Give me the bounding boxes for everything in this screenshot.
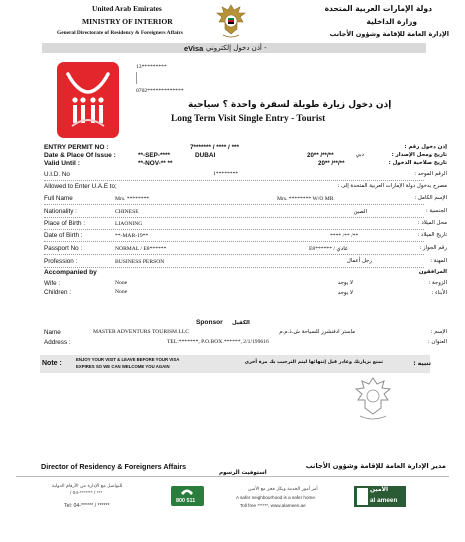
profession-label: Profession : [44,258,78,265]
place-issue-value: DUBAI [195,152,216,159]
birth-date-ar-value: **** /** /** [330,233,359,239]
sponsor-name-value: MASTER ADVENTURS TOURISM LLC [93,329,189,335]
profession-ar-label: المهنة : [430,258,447,264]
entry-permit-label: ENTRY PERMIT NO : [44,144,109,151]
sponsor-address-label: Address : [44,339,71,346]
uid-ar-label: الرقم الموحد : [414,171,447,177]
birth-place-value: LIAONING [115,221,143,227]
full-name-ar-value: Mrs. ******** W/O MR [277,196,334,202]
divider [44,180,424,181]
footer-slogan-ar: أمر أمور الخدمة وبكل فخر مع الأمين [248,487,318,492]
sponsor-name-label: Name [44,329,61,336]
header-directorate-ar: الإدارة العامة للإقامة وشؤون الأجانب [329,30,449,38]
sponsor-address-ar-label: العنوان : [427,339,447,345]
full-name-label: Full Name [44,195,73,202]
profession-ar-value: رجل أعمال [346,258,372,264]
visa-title-arabic: إذن دخول زيارة طويلة لسفرة واحدة ؟ سياحية [188,100,392,110]
evisa-banner-label: eVisa [184,44,204,53]
header-directorate: General Directorate of Residency & Foreigners Affairs [57,30,183,36]
wife-label: Wife : [44,280,61,287]
wife-ar-label: الزوجة : [428,280,447,286]
note-label: Note : [42,360,62,367]
birth-place-ar-label: محل الميلاد : [417,220,447,226]
place-issue-ar-value: دبي [355,152,364,158]
children-value: None [115,289,128,295]
full-name-ar-label: الإسم الكامل : [414,195,447,201]
note-line-1: ENJOY YOUR VISIT & LEAVE BEFORE YOUR VISA [76,357,180,362]
visa-logo-icon [62,70,114,132]
valid-until-value: **-NOV-** ** [138,160,173,167]
alameen-brand-en: al ameen [370,497,398,504]
entry-permit-ar-label: إذن دخول رقم : [404,144,447,150]
valid-until-ar-value: 20** /**/** [318,160,345,167]
children-ar-label: الأبناء : [431,290,447,296]
footer-contact-ar: للتواصل مع الإدارة من الأرقام الدولية [52,484,123,489]
note-arabic: تمتع بزيارتك وغادر قبل إنتهائها ليتم الترحيب بك مرة أخرى [244,360,383,365]
wife-value: None [115,280,128,286]
accompanied-ar-label: المرافقون [418,269,447,275]
sponsor-name-ar-value: ماستر ادفنشرز للسياحة ش.ذ.م.م [279,329,355,335]
valid-until-label: Valid Until : [44,160,80,167]
birth-date-label: Date of Birth : [44,232,83,239]
nationality-ar-label: الجنسية : [425,208,447,214]
footer-phone: / 04-******* / *** [70,491,103,496]
entry-permit-value: 7******* / **** / *** [190,144,240,151]
date-issue-ar-label: تاريخ ومحل الإصدار : [391,152,447,158]
hotline-number: 800 511 [176,498,196,504]
signature-director-ar: مدير الإدارة العامة للإقامة وشؤون الأجانب [305,462,446,470]
profession-value: BUSINESS PERSON [115,259,165,265]
date-issue-value: **-SEP-**** [138,152,170,159]
header-country: United Arab Emirates [92,4,162,13]
passport-ar-label: رقم الجواز : [419,245,447,251]
children-ar-value: لا يوجد [337,290,353,296]
divider [44,241,424,242]
alameen-brand-ar: الأمين [370,486,389,493]
note-ar-label: تنبيه : [413,360,431,367]
divider [136,72,138,84]
sponsor-name-ar-label: الإسم : [430,329,447,335]
divider [44,204,424,205]
allowed-label: Allowed to Enter U.A.E to; [44,183,117,190]
alameen-logo-mark [357,488,368,505]
birth-date-ar-label: تاريخ الميلاد : [417,232,447,238]
footer-tel: Tel: 04-****** / ****** [64,503,110,509]
official-seal-icon [348,374,398,422]
uid-label: U.I.D. No [44,171,70,178]
children-label: Children : [44,289,71,296]
birth-date-value: **-MAR-19** [115,233,149,239]
divider [44,229,424,230]
birth-place-label: Place of Birth : [44,220,85,227]
divider [44,254,424,255]
sponsor-label: Sponsor [196,319,223,326]
passport-label: Passport No : [44,245,83,252]
signature-director: Director of Residency & Foreigners Affairs [41,462,187,471]
sponsor-ar-label: الكفيل [232,320,250,326]
footer-slogan-en: A safer neighbourhood is a safer home. [236,495,317,500]
full-name-value: Mrs. ******** [115,196,150,202]
document-number-bottom: 0702************* [136,88,184,94]
accompanied-label: Accompanied by [44,269,97,276]
wife-ar-value: لا يوجد [337,280,353,286]
note-line-2: EXPIRES SO WE CAN WELCOME YOU AGAIN [76,364,170,369]
passport-value: NORMAL / E8****** [115,246,167,252]
divider [16,476,449,477]
phone-icon [180,487,194,496]
valid-until-ar-label: تاريخ صلاحية الدخول : [388,160,447,166]
visa-title-english: Long Term Visit Single Entry - Tourist [171,114,326,124]
divider [44,217,424,218]
nationality-ar-value: الصين [353,209,367,215]
date-issue-label: Date & Place Of Issue : [44,152,116,159]
header-ministry: MINISTRY OF INTERIOR [82,17,173,26]
uae-emblem-icon [215,3,247,39]
fees-paid-ar: استوفيت الرسوم [219,470,267,476]
footer-tollfree: Toll free ******, www.alameen.ae [240,503,306,508]
allowed-ar-label: مصرح بدخول دولة الإمارات العربية المتحدة إلى : [337,183,447,189]
sponsor-address-value: TEL:*******, P.O.BOX.******, 2/1/199616 [167,339,269,345]
evisa-banner-arabic: - أذن دخول إلكتروني [206,44,267,52]
date-issue-ar-value: 20** /**/** [307,152,334,159]
nationality-value: CHINESE [115,209,139,215]
passport-ar-value: E8****** / عادي [309,246,349,252]
header-ministry-ar: وزارة الداخلية [366,17,417,26]
uid-value: 1******** [213,171,239,177]
nationality-label: Nationality : [44,208,77,215]
divider [44,267,424,268]
document-number-top: 13********* [136,64,167,70]
header-country-ar: دولة الإمارات العربية المتحدة [324,4,432,13]
